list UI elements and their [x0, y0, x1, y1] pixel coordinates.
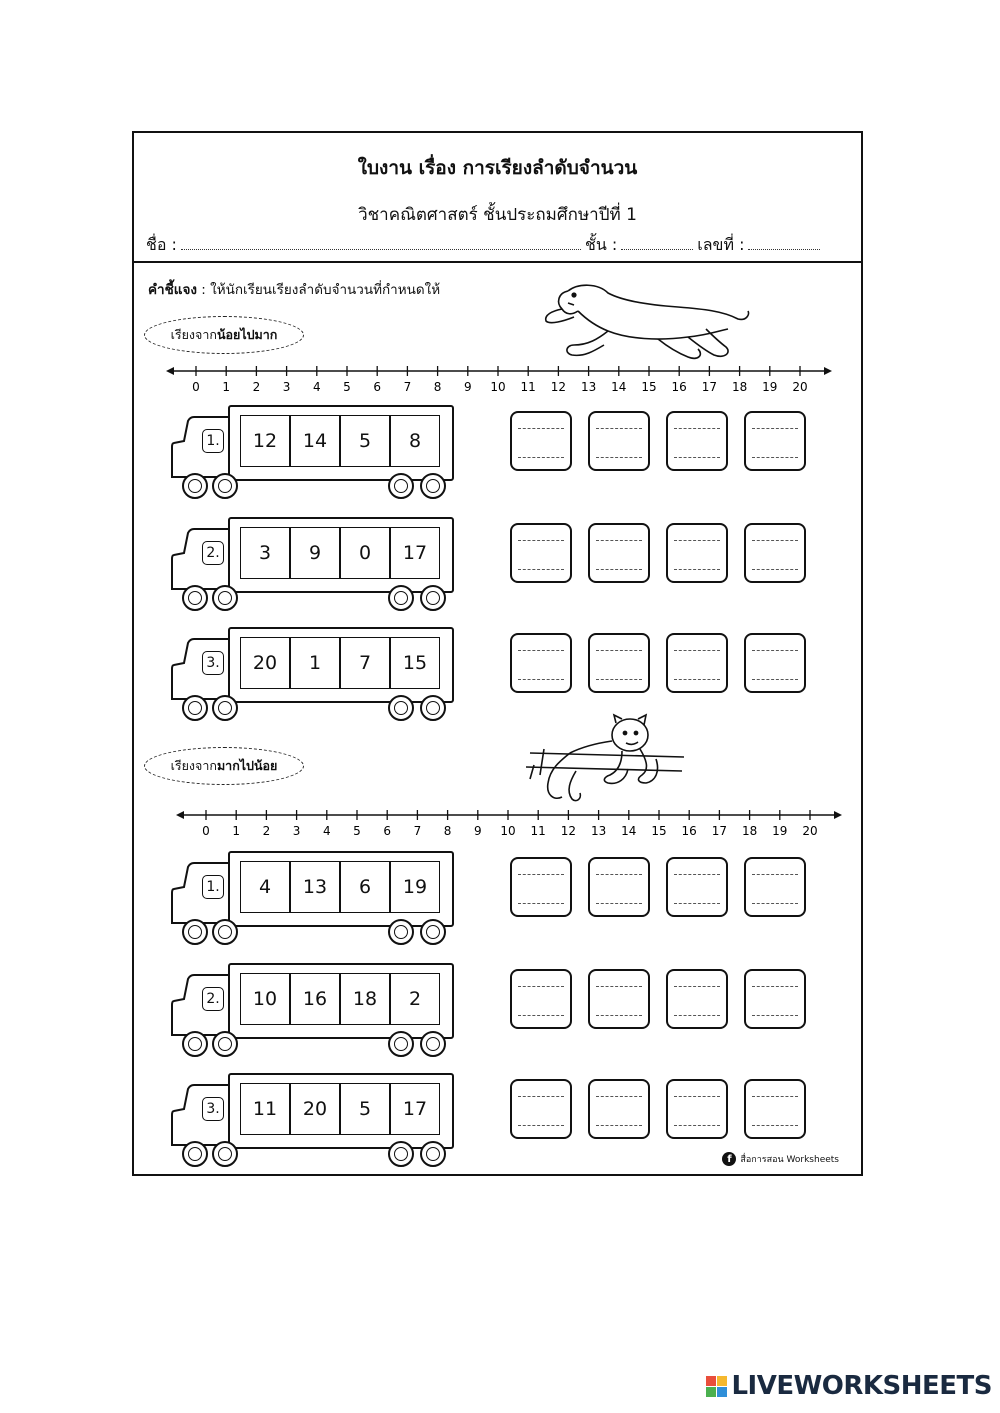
number-cell: 14: [290, 415, 340, 467]
number-line-tick-label: 10: [490, 380, 506, 394]
number-line-tick-label: 18: [741, 824, 758, 838]
number-line-tick-label: 11: [520, 380, 536, 394]
truck-wheel: [182, 585, 208, 611]
student-number-field[interactable]: [748, 239, 820, 250]
number-cell: 4: [240, 861, 290, 913]
number-cell: 12: [240, 415, 290, 467]
number-line-tick-label: 0: [202, 824, 210, 838]
truck-cargo: [228, 851, 454, 927]
answer-box[interactable]: [666, 969, 728, 1029]
instruction-text: : ให้นักเรียนเรียงลำดับจำนวนที่กำหนดให้: [196, 282, 441, 298]
truck-wheel: [212, 919, 238, 945]
number-cell: 20: [240, 637, 290, 689]
liveworksheets-brand: [706, 1371, 992, 1401]
answer-box[interactable]: [510, 633, 572, 693]
answer-box[interactable]: [666, 633, 728, 693]
number-cell: 8: [390, 415, 440, 467]
number-line-left-arrow: [176, 811, 184, 819]
number-line-tick-label: 3: [282, 380, 291, 394]
number-line-tick-label: 1: [222, 380, 231, 394]
answer-box[interactable]: [510, 857, 572, 917]
number-cell: 18: [340, 973, 390, 1025]
truck-wheel: [388, 1141, 414, 1167]
resting-panther-illustration: [526, 709, 686, 807]
number-line-left-arrow: [166, 367, 174, 375]
number-cell: 10: [240, 973, 290, 1025]
number-cell: 5: [340, 415, 390, 467]
answer-box[interactable]: [510, 411, 572, 471]
answer-box[interactable]: [588, 857, 650, 917]
number-line-tick-label: 8: [443, 824, 452, 838]
number-line-tick-label: 5: [353, 824, 361, 838]
number-line-tick-label: 12: [550, 380, 567, 394]
number-cell: 17: [390, 527, 440, 579]
truck-wheel: [212, 473, 238, 499]
running-panther-illustration: [538, 281, 754, 363]
number-cell: 2: [390, 973, 440, 1025]
number-label: เลขที่ :: [697, 235, 745, 254]
truck-cargo: [228, 627, 454, 703]
truck-wheel: [420, 919, 446, 945]
footer-text: สื่อการสอน Worksheets: [740, 1155, 839, 1165]
number-line-tick-label: 10: [500, 824, 516, 838]
truck-wheel: [182, 695, 208, 721]
class-label: ชั้น :: [584, 235, 618, 254]
number-line-tick-label: 19: [762, 380, 778, 394]
answer-box[interactable]: [744, 633, 806, 693]
answer-box[interactable]: [744, 969, 806, 1029]
number-line-tick-label: 7: [403, 380, 412, 394]
answer-box[interactable]: [588, 969, 650, 1029]
question-number-badge: 3.: [202, 651, 224, 675]
number-line-tick-label: 6: [373, 380, 382, 394]
answer-box[interactable]: [744, 523, 806, 583]
number-line-tick-label: 9: [473, 824, 482, 838]
answer-box[interactable]: [588, 1079, 650, 1139]
answer-box[interactable]: [666, 523, 728, 583]
truck-cargo: [228, 405, 454, 481]
truck-cargo: [228, 517, 454, 593]
question-number-badge: 2.: [202, 987, 224, 1011]
number-cell: 7: [340, 637, 390, 689]
number-line-1: [164, 361, 834, 395]
answer-box[interactable]: [588, 411, 650, 471]
number-cell: 15: [390, 637, 440, 689]
number-line-tick-label: 14: [621, 824, 637, 838]
answer-box[interactable]: [588, 633, 650, 693]
truck-wheel: [388, 585, 414, 611]
truck-wheel: [212, 1141, 238, 1167]
number-line-tick-label: 13: [580, 380, 597, 394]
number-cell: 1: [290, 637, 340, 689]
number-line-tick-label: 8: [433, 380, 442, 394]
number-line-tick-label: 9: [463, 380, 472, 394]
truck-cargo: [228, 1073, 454, 1149]
truck-wheel: [420, 1141, 446, 1167]
question-number-badge: 2.: [202, 541, 224, 565]
number-line-tick-label: 20: [802, 824, 818, 838]
number-line-tick-label: 17: [711, 824, 728, 838]
page-subtitle: วิชาคณิตศาสตร์ ชั้นประถมศึกษาปีที่ 1: [358, 205, 637, 225]
truck-wheel: [212, 695, 238, 721]
answer-box[interactable]: [666, 857, 728, 917]
truck-wheel: [388, 1031, 414, 1057]
truck-wheel: [420, 695, 446, 721]
truck-wheel: [182, 919, 208, 945]
ascending-order-label: [144, 316, 304, 354]
question-number-badge: 3.: [202, 1097, 224, 1121]
liveworksheets-logo-icon: [706, 1376, 727, 1397]
answer-box[interactable]: [588, 523, 650, 583]
number-line-tick-label: 7: [413, 824, 422, 838]
facebook-icon: f: [722, 1152, 736, 1166]
number-line-tick-label: 12: [560, 824, 577, 838]
number-cell: 3: [240, 527, 290, 579]
instruction-label: คำชี้แจง: [148, 282, 197, 298]
student-fields: [146, 233, 847, 258]
answer-box[interactable]: [666, 1079, 728, 1139]
number-line-tick-label: 16: [681, 824, 697, 838]
brand-text: LIVEWORKSHEETS: [731, 1371, 992, 1401]
number-line-tick-label: 4: [312, 380, 321, 394]
number-line-tick-label: 13: [590, 824, 607, 838]
number-line-tick-label: 16: [671, 380, 687, 394]
answer-box[interactable]: [744, 1079, 806, 1139]
answer-box[interactable]: [510, 969, 572, 1029]
answer-box[interactable]: [510, 523, 572, 583]
truck-wheel: [420, 1031, 446, 1057]
truck-wheel: [388, 919, 414, 945]
worksheet: [132, 131, 863, 1176]
number-line-tick-label: 1: [232, 824, 241, 838]
number-line-tick-label: 15: [641, 380, 657, 394]
truck-cargo: [228, 963, 454, 1039]
number-line-2: [174, 805, 844, 839]
number-line-tick-label: 18: [731, 380, 748, 394]
number-cell: 5: [340, 1083, 390, 1135]
descending-label-emphasis: มากไปน้อย: [216, 758, 278, 773]
number-line-tick-label: 17: [701, 380, 718, 394]
number-line-right-arrow: [824, 367, 832, 375]
class-field[interactable]: [621, 239, 693, 250]
answer-box[interactable]: [510, 1079, 572, 1139]
number-line-tick-label: 20: [792, 380, 808, 394]
ascending-label-emphasis: น้อยไปมาก: [216, 327, 278, 342]
footer-credit: [722, 1152, 839, 1166]
truck-wheel: [420, 473, 446, 499]
number-line-right-arrow: [834, 811, 842, 819]
number-cell: 20: [290, 1083, 340, 1135]
instruction: [148, 278, 440, 300]
truck-wheel: [420, 585, 446, 611]
number-line-tick-label: 2: [262, 824, 271, 838]
number-line-tick-label: 4: [322, 824, 331, 838]
truck-wheel: [182, 1031, 208, 1057]
number-line-tick-label: 15: [651, 824, 667, 838]
number-line-tick-label: 2: [252, 380, 261, 394]
number-cell: 17: [390, 1083, 440, 1135]
number-line-tick-label: 3: [292, 824, 301, 838]
descending-label-prefix: เรียงจาก: [170, 758, 217, 773]
number-cell: 6: [340, 861, 390, 913]
truck-wheel: [212, 1031, 238, 1057]
number-cell: 19: [390, 861, 440, 913]
question-number-badge: 1.: [202, 429, 224, 453]
descending-order-label: [144, 747, 304, 785]
truck-wheel: [388, 695, 414, 721]
number-line-tick-label: 0: [192, 380, 200, 394]
number-line-tick-label: 19: [772, 824, 788, 838]
truck-wheel: [182, 1141, 208, 1167]
answer-box[interactable]: [666, 411, 728, 471]
worksheet-header: [134, 133, 861, 263]
answer-box[interactable]: [744, 411, 806, 471]
name-label: ชื่อ :: [146, 235, 177, 254]
question-number-badge: 1.: [202, 875, 224, 899]
number-line-tick-label: 14: [611, 380, 627, 394]
number-cell: 11: [240, 1083, 290, 1135]
number-line-tick-label: 11: [530, 824, 546, 838]
truck-wheel: [212, 585, 238, 611]
truck-wheel: [182, 473, 208, 499]
page-title: ใบงาน เรื่อง การเรียงลำดับจำนวน: [357, 157, 638, 179]
number-cell: 0: [340, 527, 390, 579]
number-line-tick-label: 6: [383, 824, 392, 838]
number-cell: 9: [290, 527, 340, 579]
truck-wheel: [388, 473, 414, 499]
name-field[interactable]: [181, 239, 581, 250]
number-cell: 16: [290, 973, 340, 1025]
answer-box[interactable]: [744, 857, 806, 917]
number-line-tick-label: 5: [343, 380, 351, 394]
ascending-label-prefix: เรียงจาก: [170, 327, 217, 342]
number-cell: 13: [290, 861, 340, 913]
